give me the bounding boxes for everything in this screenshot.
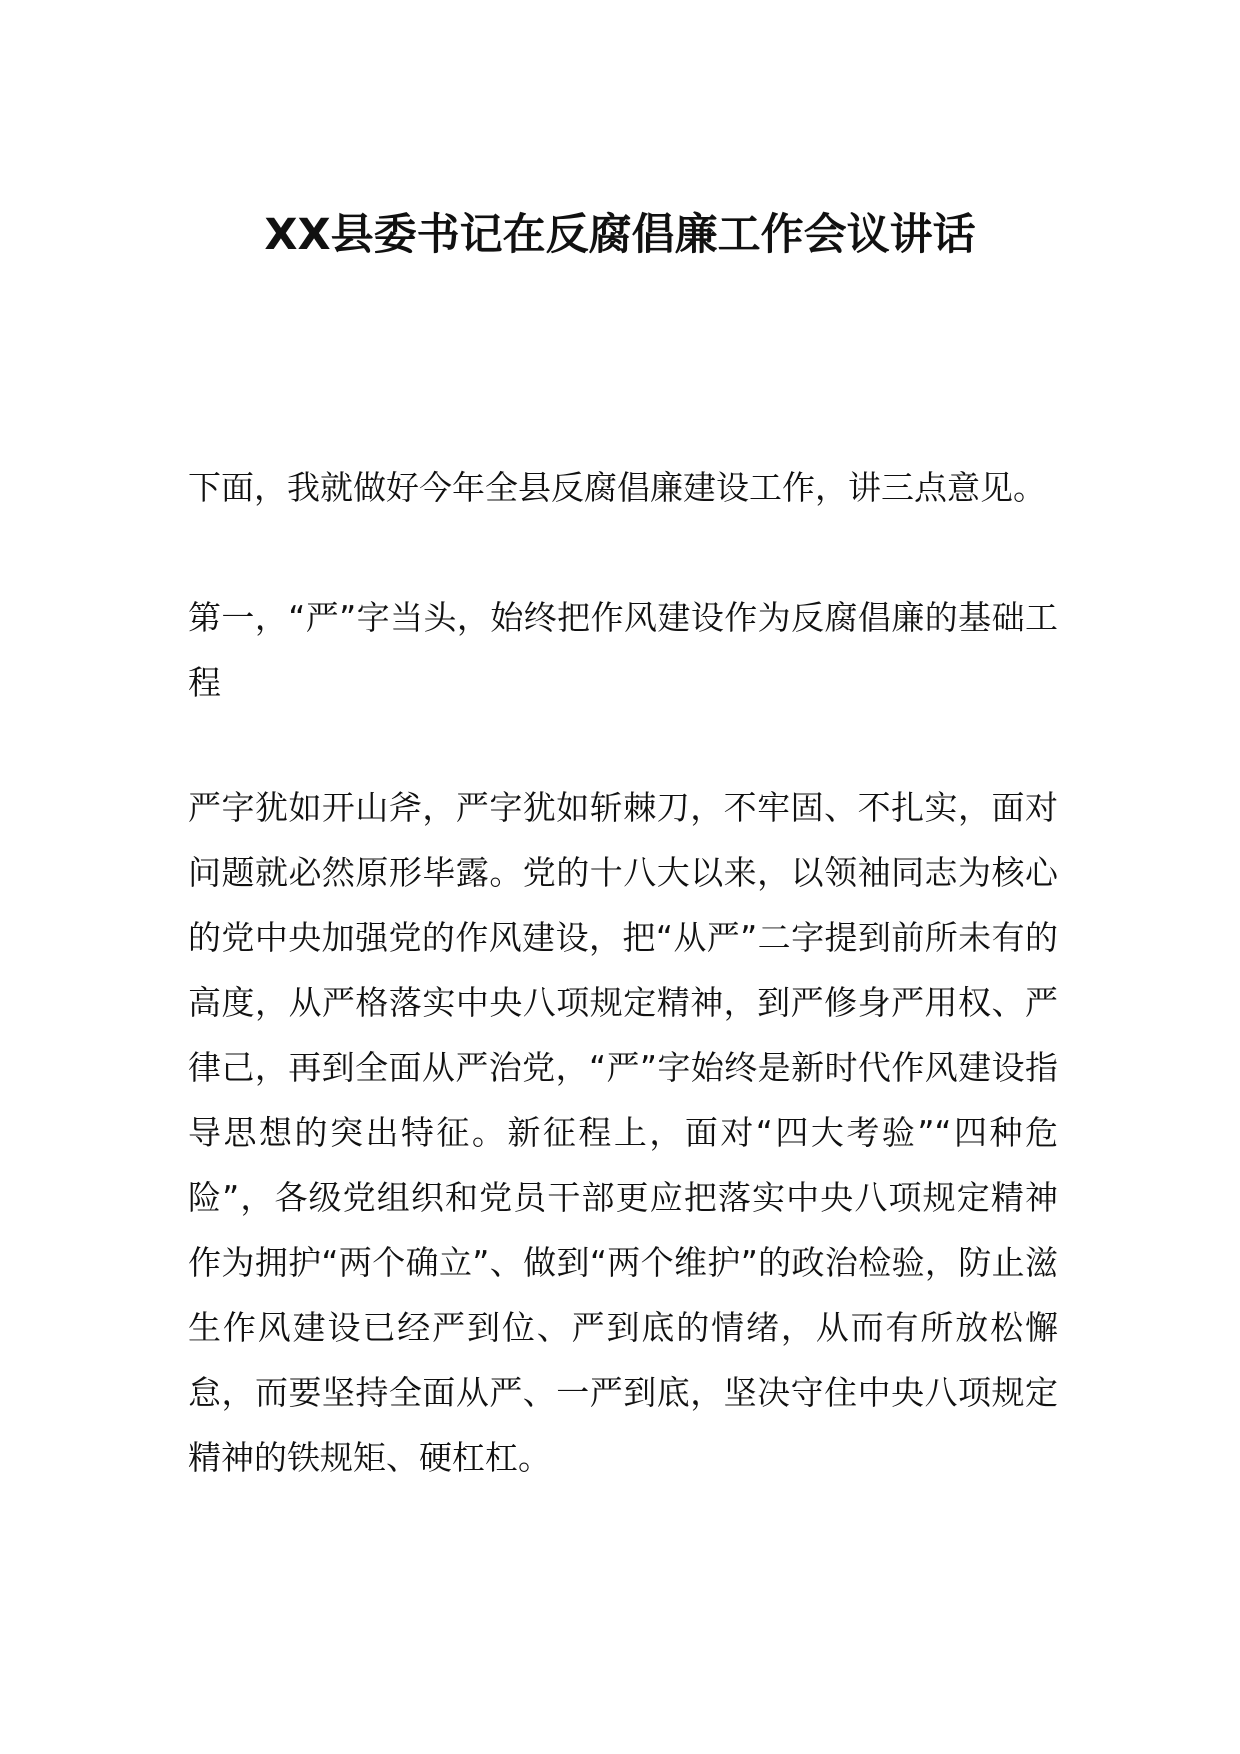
document-title: XX县委书记在反腐倡廉工作会议讲话	[264, 210, 976, 260]
paragraph-body: 严字犹如开山斧，严字犹如斩棘刀，不牢固、不扎实，面对问题就必然原形毕露。党的十八大以来，以领袖同志为核心的党中央加强党的作风建设，把“从严”二字提到前所未有的高度，从严格落实中央八项规定精神，到严修身严用权、严律己，再到全面从严治党，“严”字始终是新时代作风建设指导思想的突出特征。新征程上，面对“四大考验”“四种危险”，各级党组织和党员干部更应把落实中央八项规定精神作为拥护“两个确立”、做到“两个维护”的政治检验，防止滋生作风建设已经严到位、严到底的情绪，从而有所放松懈怠，而要坚持全面从严、一严到底，坚决守住中央八项规定精神的铁规矩、硬杠杠。	[188, 788, 1058, 1477]
paragraph-intro: 下面，我就做好今年全县反腐倡廉建设工作，讲三点意见。	[188, 468, 1046, 507]
section-heading-first: 第一，“严”字当头，始终把作风建设作为反腐倡廉的基础工程	[188, 598, 1058, 702]
